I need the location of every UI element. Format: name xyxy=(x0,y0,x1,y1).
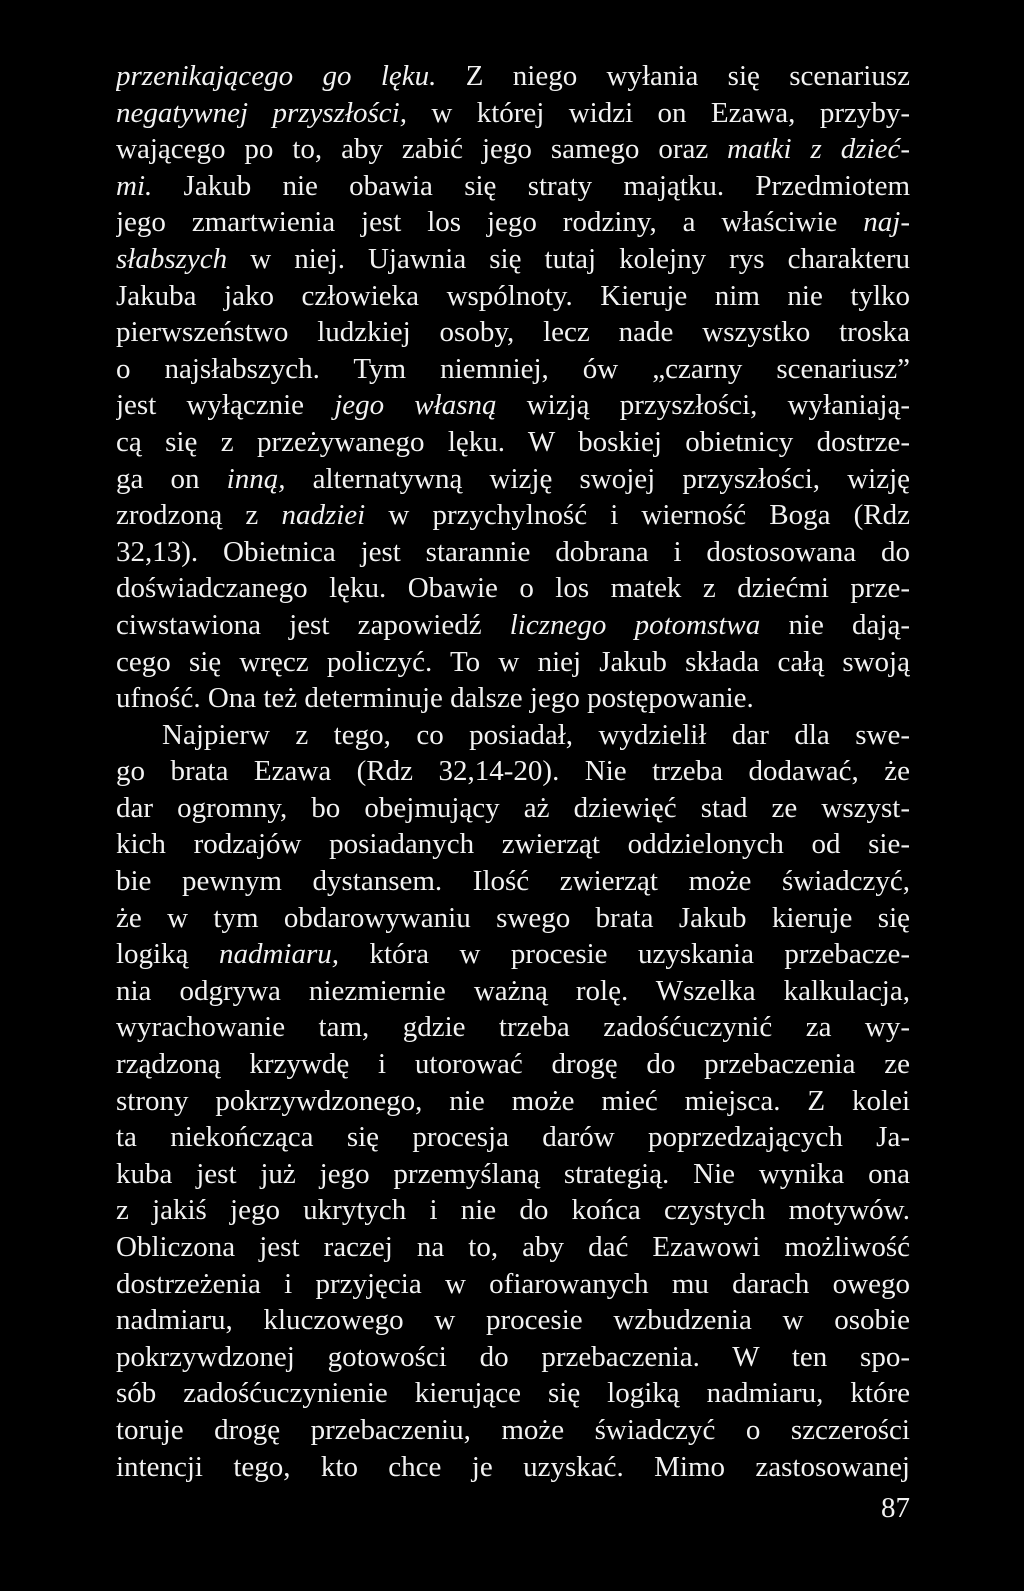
italic-text: inną, xyxy=(226,462,286,495)
page-body xyxy=(116,58,910,1485)
text-line xyxy=(116,607,910,644)
text-run: go brata Ezawa (Rdz 32,14-20). Nie trzeba dodawać, że xyxy=(116,755,910,788)
text-line xyxy=(116,1119,910,1156)
text-run: wyrachowanie tam, gdzie trzeba zadośćuczynić za wy- xyxy=(116,1011,910,1044)
text-run: Najpierw z tego, co posiadał, wydzielił dar dla swe- xyxy=(162,718,910,751)
italic-text: negatywnej przyszłości, xyxy=(116,96,407,129)
text-line xyxy=(116,95,910,132)
text-line xyxy=(116,570,910,607)
text-line xyxy=(116,1302,910,1339)
text-run: w niej. Ujawnia się tutaj kolejny rys charakteru xyxy=(227,242,910,275)
text-line xyxy=(116,131,910,168)
text-run: pierwszeństwo ludzkiej osoby, lecz nade wszystko troska xyxy=(116,316,910,349)
text-line xyxy=(116,241,910,278)
text-run: strony pokrzywdzonego, nie może mieć miejsca. Z kolei xyxy=(116,1084,910,1117)
text-run: nia odgrywa niezmiernie ważną rolę. Wszelka kalkulacja, xyxy=(116,974,910,1007)
text-line xyxy=(116,1449,910,1486)
text-run: sób zadośćuczynienie kierujące się logiką nadmiaru, które xyxy=(116,1377,910,1410)
text-run: kuba jest już jego przemyślaną strategią. Nie wynika ona xyxy=(116,1157,910,1190)
text-run: logiką xyxy=(116,938,219,971)
text-run: wającego po to, aby zabić jego samego oraz xyxy=(116,133,728,166)
text-line xyxy=(116,1266,910,1303)
text-line xyxy=(116,1009,910,1046)
italic-text: słabszych xyxy=(116,242,228,275)
text-run: nie dają- xyxy=(760,608,910,641)
text-line xyxy=(116,58,910,95)
text-run: ciwstawiona jest zapowiedź xyxy=(116,608,510,641)
text-run: ufność. Ona też determinuje dalsze jego postępowanie. xyxy=(116,682,754,715)
text-run: kich rodzajów posiadanych zwierząt oddzielonych od sie- xyxy=(116,828,910,861)
text-line xyxy=(116,936,910,973)
text-run: z jakiś jego ukrytych i nie do końca czystych motywów. xyxy=(116,1194,910,1227)
text-line xyxy=(116,168,910,205)
text-run: pokrzywdzonej gotowości do przebaczenia. W ten spo- xyxy=(116,1340,910,1373)
text-run: nadmiaru, kluczowego w procesie wzbudzenia w osobie xyxy=(116,1304,910,1337)
text-run: Z niego wyłania się scenariusz xyxy=(436,60,910,92)
text-run: w której widzi on Ezawa, przyby- xyxy=(407,96,910,129)
text-run: dostrzeżenia i przyjęcia w ofiarowanych mu darach owego xyxy=(116,1267,910,1300)
italic-text: nadmiaru, xyxy=(218,938,339,971)
text-run: że w tym obdarowywaniu swego brata Jakub kieruje się xyxy=(116,901,910,934)
text-block xyxy=(116,58,910,1485)
text-line xyxy=(116,278,910,315)
text-run: cego się wręcz policzyć. To w niej Jakub składa całą swoją xyxy=(116,645,910,678)
italic-text: jego własną xyxy=(334,389,497,422)
text-line xyxy=(116,863,910,900)
text-line xyxy=(116,790,910,827)
text-line xyxy=(116,424,910,461)
text-line xyxy=(116,826,910,863)
text-line xyxy=(116,1229,910,1266)
italic-text: naj- xyxy=(863,206,910,239)
text-run: dar ogromny, bo obejmujący aż dziewięć stad ze wszyst- xyxy=(116,791,910,824)
text-run: wizją przyszłości, wyłaniają- xyxy=(496,389,910,422)
text-run: w przychylność i wierność Boga (Rdz xyxy=(365,499,910,532)
text-run: która w procesie uzyskania przebacze- xyxy=(339,938,910,971)
text-line xyxy=(116,900,910,937)
text-line xyxy=(116,534,910,571)
paragraph xyxy=(116,58,910,717)
italic-text: przenikającego go lęku. xyxy=(116,60,437,92)
text-line xyxy=(116,1156,910,1193)
text-run: doświadczanego lęku. Obawie o los matek z dziećmi prze- xyxy=(116,572,910,605)
text-line xyxy=(116,1339,910,1376)
text-run: alternatywną wizję swojej przyszłości, wizję xyxy=(285,462,910,495)
text-run: cą się z przeżywanego lęku. W boskiej obietnicy dostrze- xyxy=(116,425,910,458)
text-line xyxy=(116,644,910,681)
text-line xyxy=(116,1412,910,1449)
text-line xyxy=(116,973,910,1010)
text-run: Obliczona jest raczej na to, aby dać Ezawowi możliwość xyxy=(116,1231,910,1263)
text-line xyxy=(116,1083,910,1120)
text-line xyxy=(116,461,910,498)
text-line xyxy=(116,1192,910,1229)
paragraph xyxy=(116,717,910,1485)
text-line xyxy=(116,351,910,388)
text-run: ta niekończąca się procesja darów poprzedzających Ja- xyxy=(116,1121,910,1154)
italic-text: licznego potomstwa xyxy=(509,608,761,641)
text-run: Jakuba jako człowieka wspólnoty. Kieruje nim nie tylko xyxy=(116,279,910,312)
text-run: toruje drogę przebaczeniu, może świadczyć o szczerości xyxy=(116,1413,910,1446)
text-line xyxy=(116,497,910,534)
text-run: ga on xyxy=(116,462,227,495)
text-run: jest wyłącznie xyxy=(116,389,335,422)
text-line xyxy=(116,680,910,717)
text-line xyxy=(116,204,910,241)
text-run: Jakub nie obawia się straty majątku. Przedmiotem xyxy=(152,169,910,202)
text-line xyxy=(116,1046,910,1083)
text-run: jego zmartwienia jest los jego rodziny, a właściwie xyxy=(116,206,864,239)
page-number: 87 xyxy=(881,1492,910,1524)
text-line xyxy=(116,753,910,790)
text-run: bie pewnym dystansem. Ilość zwierząt może świadczyć, xyxy=(116,865,910,898)
text-line xyxy=(116,387,910,424)
italic-text: mi. xyxy=(116,169,153,202)
text-run: 32,13). Obietnica jest starannie dobrana i dostosowana do xyxy=(116,535,910,568)
text-line xyxy=(116,1375,910,1412)
italic-text: nadziei xyxy=(281,499,366,532)
text-run: intencji tego, kto chce je uzyskać. Mimo zastosowanej xyxy=(116,1450,910,1483)
text-line xyxy=(116,717,910,754)
text-run: zrodzoną z xyxy=(116,499,282,532)
text-run: o najsłabszych. Tym niemniej, ów „czarny scenariusz” xyxy=(116,352,910,385)
italic-text: matki z dzieć- xyxy=(727,133,910,166)
text-line xyxy=(116,314,910,351)
text-run: rządzoną krzywdę i utorować drogę do przebaczenia ze xyxy=(116,1048,910,1081)
